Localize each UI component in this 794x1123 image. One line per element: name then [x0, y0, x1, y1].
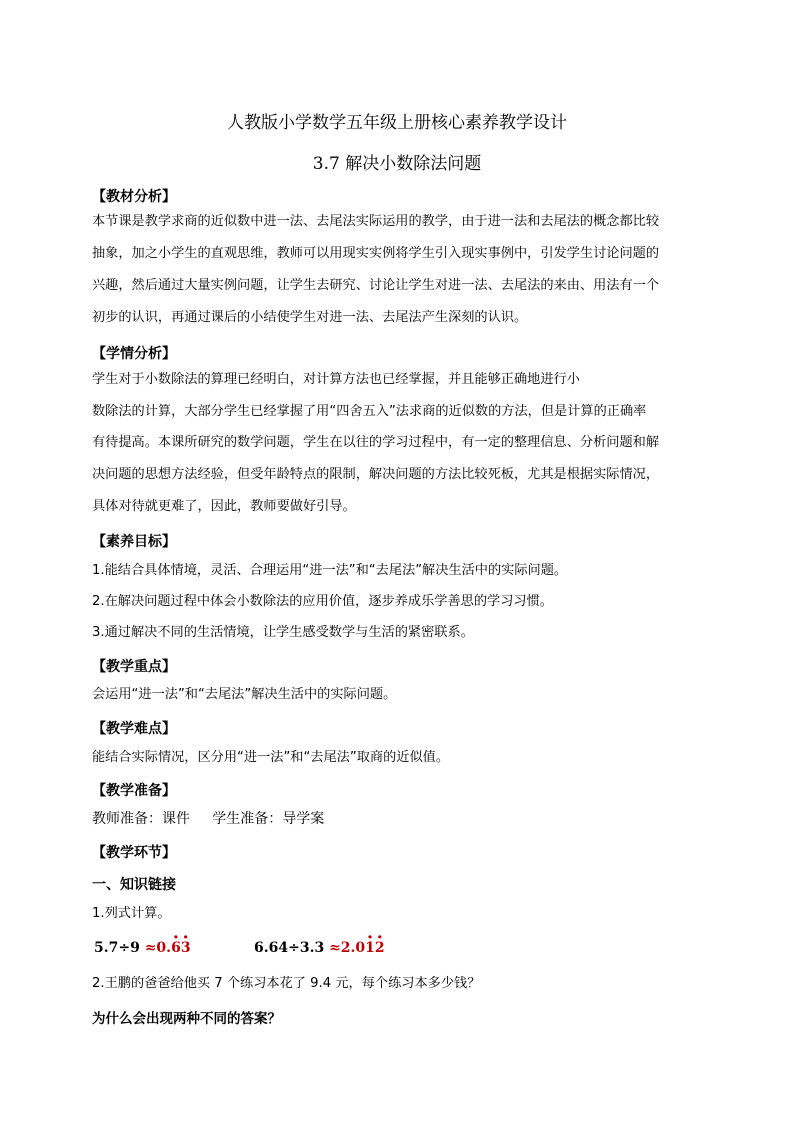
heading-preparation: 【教学准备】: [92, 783, 176, 799]
paragraph-line: 本节课是教学求商的近似数中进一法、去尾法实际运用的教学，由于进一法和去尾法的概念都比较: [92, 214, 660, 229]
heading-student-analysis: 【学情分析】: [92, 346, 176, 362]
goal-item: 3.通过解决不同的生活情境，让学生感受数学与生活的紧密联系。: [92, 625, 474, 640]
heading-key-point: 【教学重点】: [92, 659, 176, 675]
heading-textbook-analysis: 【教材分析】: [92, 189, 176, 205]
difficulty-text: 能结合实际情况，区分用“进一法”和“去尾法”取商的近似值。: [92, 750, 450, 765]
paragraph-line: 兴趣，然后通过大量实例问题，让学生去研究、讨论让学生对进一法、去尾法的来由、用法有一个: [92, 278, 660, 293]
goal-item: 1.能结合具体情境，灵活、合理运用“进一法”和“去尾法”解决生活中的实际问题。: [92, 563, 568, 578]
repeating-digit: · 6: [171, 940, 181, 956]
heading-difficulty: 【教学难点】: [92, 721, 176, 737]
paragraph-line: 具体对待就更难了，因此，教师要做好引导。: [92, 499, 356, 514]
lesson-title: 3.7 解决小数除法问题: [312, 154, 482, 174]
repeating-digit: · 1: [365, 940, 375, 956]
paragraph-line: 数除法的计算，大部分学生已经掌握了用“四舍五入”法求商的近似数的方法，但是计算的正确率: [92, 404, 647, 419]
expression-2-left: 6.64÷3.3: [254, 940, 330, 956]
goal-item: 2.在解决问题过程中体会小数除法的应用价值，逐步养成乐学善思的学习习惯。: [92, 594, 553, 609]
repeating-digit: · 3: [181, 940, 191, 956]
paragraph-line: 有待提高。本课所研究的数学问题，学生在以往的学习过程中，有一定的整理信息、分析问题和解: [92, 435, 660, 450]
heading-literacy-goals: 【素养目标】: [92, 534, 176, 550]
preparation-text: 教师准备：课件 学生准备：导学案: [92, 811, 325, 827]
question-1: 1.列式计算。: [92, 906, 171, 921]
why-question: 为什么会出现两种不同的答案？: [92, 1011, 281, 1027]
heading-teaching-process: 【教学环节】: [92, 845, 176, 861]
repeating-digit: · 2: [375, 940, 385, 956]
paragraph-line: 抽象，加之小学生的直观思维，教师可以用现实实例将学生引入现实事例中，引发学生讨论问题的: [92, 246, 660, 261]
expression-2-approx: ≈2.0: [329, 940, 366, 956]
expression-2: [254, 940, 385, 956]
document-title: 人教版小学数学五年级上册核心素养教学设计: [227, 113, 567, 133]
expression-1-approx: ≈0.: [144, 940, 172, 956]
paragraph-line: 初步的认识，再通过课后的小结使学生对进一法、去尾法产生深刻的认识。: [92, 310, 528, 325]
paragraph-line: 学生对于小数除法的算理已经明白，对计算方法也已经掌握，并且能够正确地进行小: [92, 372, 580, 387]
expression-1: [94, 940, 191, 956]
question-2: 2.王鹏的爸爸给他买 7 个练习本花了 9.4 元，每个练习本多少钱？: [92, 976, 481, 991]
paragraph-line: 决问题的思想方法经验，但受年龄特点的限制，解决问题的方法比较死板，尤其是根据实际情况，: [92, 467, 660, 482]
key-point-text: 会运用“进一法”和“去尾法”解决生活中的实际问题。: [92, 687, 397, 702]
expression-1-left: 5.7÷9: [94, 940, 145, 956]
part-one-heading: 一、知识链接: [92, 877, 176, 893]
